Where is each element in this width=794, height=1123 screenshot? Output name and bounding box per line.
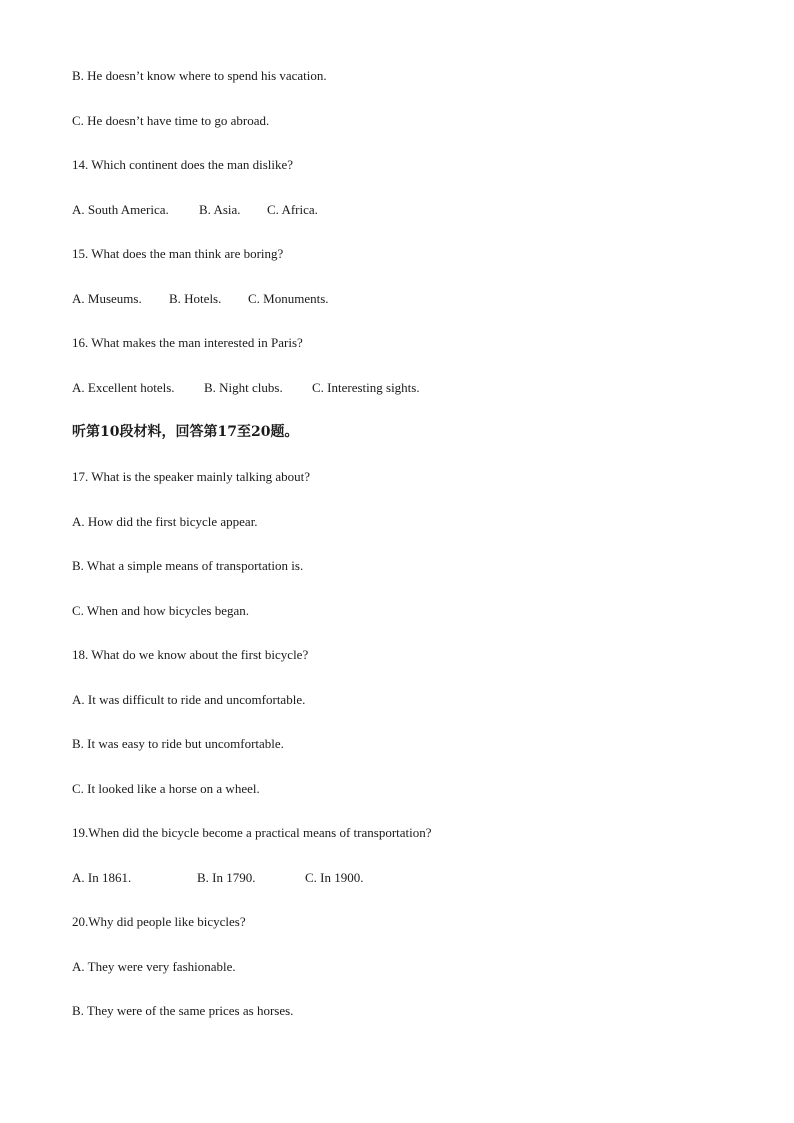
q13-option-b: B. He doesn’t know where to spend his vacation. [72,68,327,83]
q14-option-c: C. Africa. [267,202,318,217]
q16-option-a: A. Excellent hotels. [72,380,175,395]
q15-option-c: C. Monuments. [248,291,329,306]
question-15: 15. What does the man think are boring? [72,246,284,261]
question-14: 14. Which continent does the man dislike? [72,157,294,172]
question-20: 20.Why did people like bicycles? [72,914,246,929]
question-15-options [72,291,329,307]
q15-option-a: A. Museums. [72,291,142,306]
q17-option-a: A. How did the first bicycle appear. [72,514,258,529]
q16-option-b: B. Night clubs. [204,380,283,395]
question-19-options [72,870,364,886]
section-heading: 听第10段材料，回答第17至20题。 [72,424,299,440]
q17-option-c: C. When and how bicycles began. [72,603,250,618]
question-19: 19.When did the bicycle become a practical means of transportation? [72,825,432,840]
q18-option-b: B. It was easy to ride but uncomfortable. [72,736,284,751]
question-18: 18. What do we know about the first bicycle? [72,647,309,662]
q18-option-c: C. It looked like a horse on a wheel. [72,781,260,796]
question-17: 17. What is the speaker mainly talking about? [72,469,311,484]
q19-option-a: A. In 1861. [72,870,132,885]
question-14-options [72,202,318,218]
q18-option-a: A. It was difficult to ride and uncomfortable. [72,692,306,707]
q16-option-c: C. Interesting sights. [312,380,420,395]
q19-option-c: C. In 1900. [305,870,364,885]
q19-option-b: B. In 1790. [197,870,256,885]
q17-option-b: B. What a simple means of transportation is. [72,558,304,573]
q14-option-a: A. South America. [72,202,169,217]
q20-option-b: B. They were of the same prices as horses. [72,1003,294,1018]
q13-option-c: C. He doesn’t have time to go abroad. [72,113,270,128]
q20-option-a: A. They were very fashionable. [72,959,236,974]
q15-option-b: B. Hotels. [169,291,222,306]
q14-option-b: B. Asia. [199,202,241,217]
question-16-options [72,380,420,396]
question-16: 16. What makes the man interested in Paris? [72,335,303,350]
